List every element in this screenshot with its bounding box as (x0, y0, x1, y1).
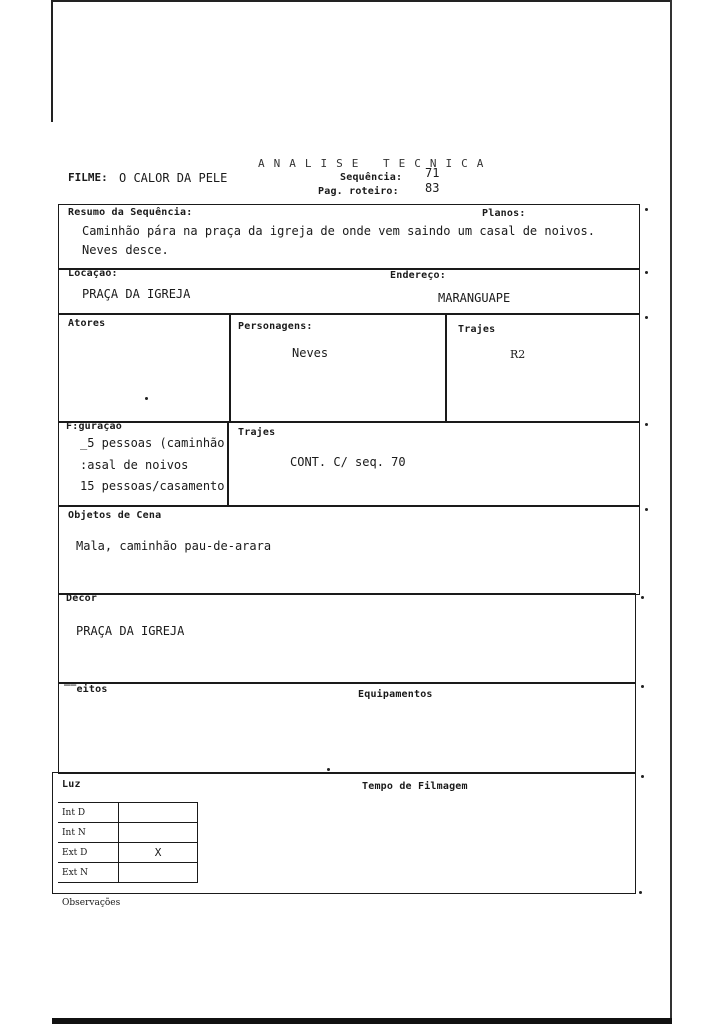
decor-value: PRAÇA DA IGREJA (76, 624, 185, 638)
ink-speck (327, 768, 330, 771)
luz-row-label: Int N (58, 823, 119, 843)
film-label: FILME: (68, 171, 108, 184)
scan-border-left (51, 0, 53, 122)
margin-dot (641, 685, 644, 688)
trajes-label: Trajes (458, 324, 496, 335)
table-row (58, 843, 198, 863)
margin-dot (639, 891, 642, 894)
margin-dot (645, 316, 648, 319)
margin-dot (645, 423, 648, 426)
luz-label: Luz (62, 779, 81, 790)
luz-row-label: Ext D (58, 843, 119, 863)
luz-row-value (119, 823, 198, 843)
objetos-value: Mala, caminhão pau-de-arara (76, 539, 272, 553)
luz-row-value (119, 863, 198, 883)
figuracao-item: _5 pessoas (caminhão (80, 436, 225, 450)
scan-border-bottom (52, 1018, 672, 1024)
figuracao-item: 15 pessoas/casamento (80, 479, 225, 493)
table-row (58, 823, 198, 843)
resumo-text-line2: Neves desce. (82, 243, 169, 257)
luz-row-label: Int D (58, 803, 119, 823)
decor-label: Decor (66, 593, 98, 604)
figuracao-divider (227, 422, 229, 506)
margin-dot (641, 596, 644, 599)
figuracao-item: :asal de noivos (80, 458, 189, 472)
trajes-value: R2 (510, 348, 526, 361)
luz-row-value: X (119, 843, 198, 863)
figuracao-trajes-label: Trajes (238, 427, 276, 438)
elenco-divider-2 (445, 314, 447, 422)
figuracao-label: F:guração (66, 421, 122, 432)
equipamentos-label: Equipamentos (358, 689, 433, 700)
table-row (58, 863, 198, 883)
margin-dot (645, 508, 648, 511)
scan-border-right (670, 0, 672, 1024)
resumo-text-line1: Caminhão pára na praça da igreja de onde vem saindo um casal de noivos. (82, 224, 595, 238)
locacao-value: PRAÇA DA IGREJA (82, 287, 191, 301)
film-name: O CALOR DA PELE (119, 171, 228, 185)
observacoes-label: Observações (62, 898, 121, 908)
luz-row-label: Ext N (58, 863, 119, 883)
luz-table (58, 802, 198, 883)
locacao-label: Locação: (68, 268, 118, 279)
tempo-filmagem-label: Tempo de Filmagem (362, 781, 468, 792)
table-row (58, 803, 198, 823)
sequence-label: Sequência: (340, 172, 403, 183)
endereco-label: Endereço: (390, 270, 446, 281)
ink-speck (145, 397, 148, 400)
efeitos-section (58, 682, 636, 774)
margin-dot (645, 271, 648, 274)
margin-dot (641, 775, 644, 778)
luz-row-value (119, 803, 198, 823)
elenco-divider-1 (229, 314, 231, 422)
scan-border-top (52, 0, 672, 2)
resumo-label: Resumo da Sequência: (68, 207, 193, 218)
form-title: ANALISE TECNICA (258, 157, 493, 170)
atores-label: Atores (68, 318, 106, 329)
elenco-section (58, 313, 640, 423)
endereco-value: MARANGUAPE (438, 291, 511, 305)
page-label: Pag. roteiro: (318, 186, 399, 197)
margin-dot (645, 208, 648, 211)
personagens-label: Personagens: (238, 321, 313, 332)
figuracao-trajes-value: CONT. C/ seq. 70 (290, 455, 406, 469)
sequence-value: 71 (425, 166, 440, 180)
objetos-label: Objetos de Cena (68, 510, 162, 521)
decor-section (58, 593, 636, 684)
page-value: 83 (425, 181, 440, 195)
efeitos-label: ‾‾eitos (64, 684, 108, 695)
personagens-value: Neves (292, 346, 329, 360)
planos-label: Planos: (482, 208, 526, 219)
